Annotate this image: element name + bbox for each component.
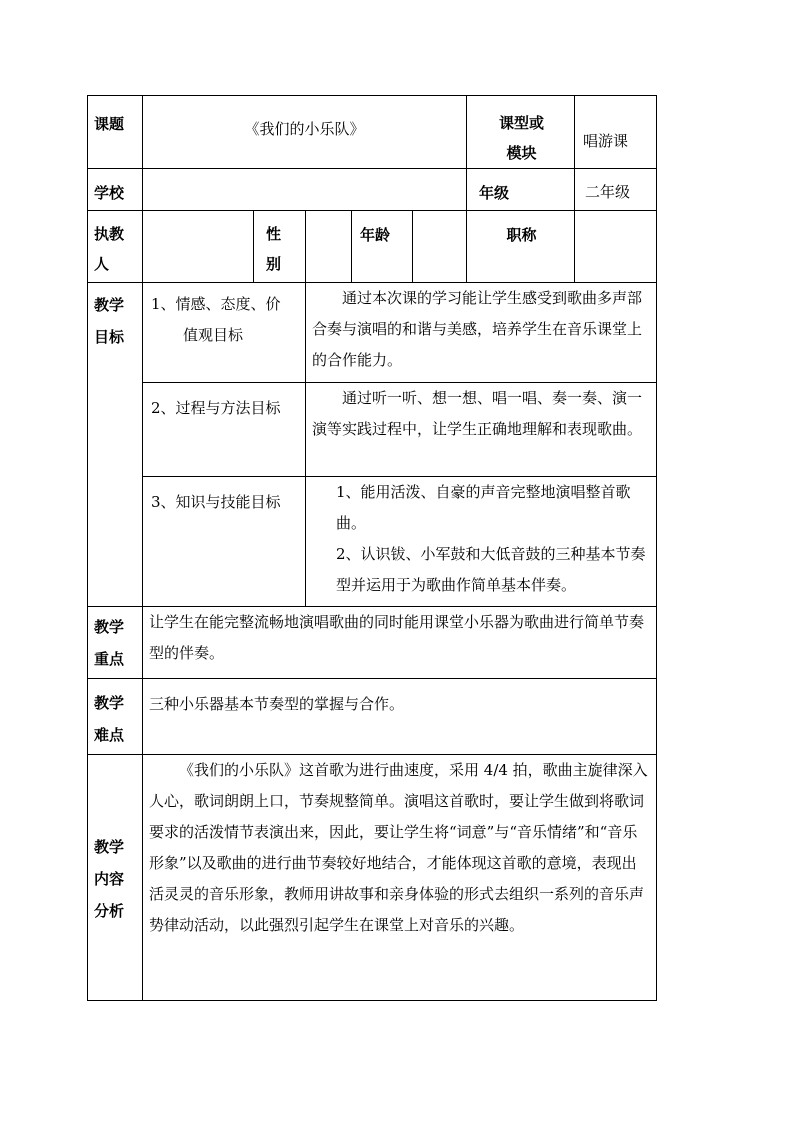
age-label: 年龄	[352, 211, 413, 283]
difficulties-label: 教学难点	[88, 679, 143, 755]
difficulties-content: 三种小乐器基本节奏型的掌握与合作。	[143, 679, 657, 755]
key-points-label: 教学重点	[88, 607, 143, 679]
school-row	[88, 169, 657, 211]
gender-label: 性别	[254, 211, 306, 283]
topic-value: 《我们的小乐队》	[143, 96, 467, 169]
goal-1-content: 通过本次课的学习能让学生感受到歌曲多声部合奏与演唱的和谐与美感，培养学生在音乐课堂上的合作能力。	[306, 283, 657, 383]
rank-label: 职称	[467, 211, 575, 283]
gender-value	[306, 211, 352, 283]
goal-2-content: 通过听一听、想一想、唱一唱、奏一奏、演一演等实践过程中，让学生正确地理解和表现歌曲。	[306, 383, 657, 477]
type-label: 课型或模块	[467, 96, 575, 169]
age-value	[413, 211, 467, 283]
school-value	[143, 169, 467, 211]
key-points-content: 让学生在能完整流畅地演唱歌曲的同时能用课堂小乐器为歌曲进行简单节奏型的伴奏。	[143, 607, 657, 679]
analysis-label: 教学内容分析	[88, 755, 143, 1001]
lesson-plan-table	[87, 95, 657, 1001]
school-label: 学校	[88, 169, 143, 211]
analysis-row	[88, 755, 657, 1001]
goals-label: 教学目标	[88, 283, 143, 607]
goal-row-1	[88, 283, 657, 383]
goal-1-name: 1、情感、态度、价 值观目标	[143, 283, 306, 383]
grade-value: 二年级	[575, 169, 657, 211]
goal-3-name: 3、知识与技能目标	[143, 477, 306, 607]
goal-2-name: 2、过程与方法目标	[143, 383, 306, 477]
difficulties-row	[88, 679, 657, 755]
grade-label: 年级	[467, 169, 575, 211]
teacher-row	[88, 211, 657, 283]
rank-value	[575, 211, 657, 283]
teacher-label: 执教人	[88, 211, 143, 283]
goal-row-2	[88, 383, 657, 477]
analysis-content: 《我们的小乐队》这首歌为进行曲速度，采用 4/4 拍，歌曲主旋律深入人心，歌词朗朗上口，节奏规整简单。演唱这首歌时，要让学生做到将歌词要求的活泼情节表演出来，因此，要让学生将“词意”与“音乐情绪”和“音乐形象”以及歌曲的进行曲节奏较好地结合，才能体现这首歌的意境，表现出活灵灵的音乐形象，教师用讲故事和亲身体验的形式去组织一系列的音乐声势律动活动，以此强烈引起学生在课堂上对音乐的兴趣。	[143, 755, 657, 1001]
teacher-value	[143, 211, 254, 283]
topic-row	[88, 96, 657, 169]
topic-label: 课题	[88, 96, 143, 169]
key-points-row	[88, 607, 657, 679]
goal-row-3	[88, 477, 657, 607]
goal-3-content: 1、能用活泼、自豪的声音完整地演唱整首歌曲。 2、认识钹、小军鼓和大低音鼓的三种基本节奏型并运用于为歌曲作简单基本伴奏。	[306, 477, 657, 607]
type-value: 唱游课	[575, 96, 657, 169]
